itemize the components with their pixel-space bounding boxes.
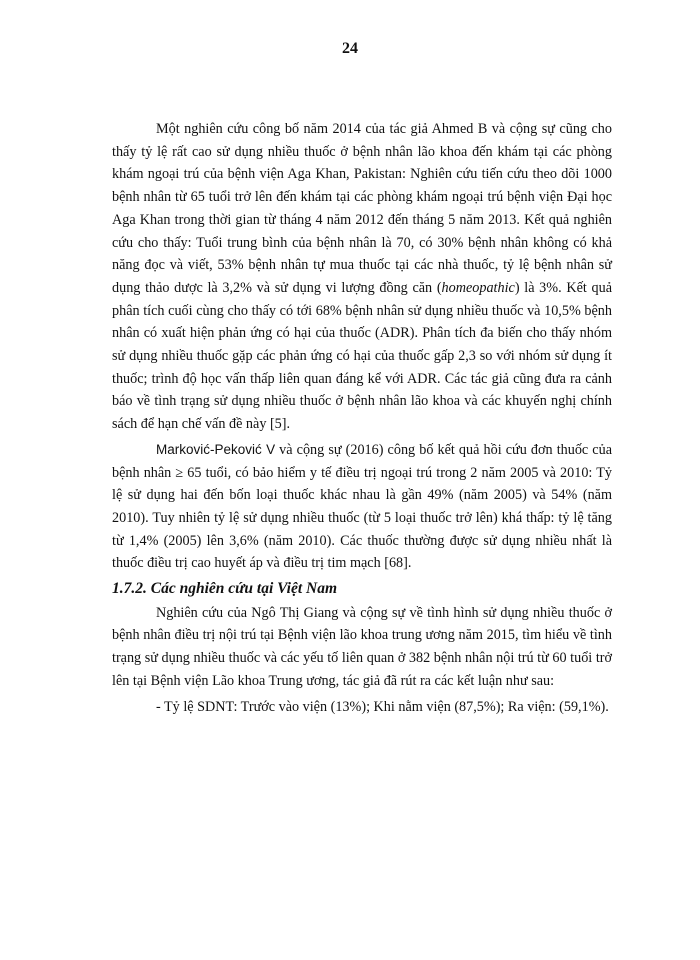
section-heading: 1.7.2. Các nghiên cứu tại Việt Nam	[112, 580, 338, 598]
body-text	[112, 118, 612, 718]
bullet-item: - Tỷ lệ SDNT: Trước vào viện (13%); Khi nằm viện (87,5%); Ra viện: (59,1%).	[156, 698, 609, 715]
paragraph-markovic-study	[112, 439, 612, 575]
paragraph-1-italic-term: homeopathic	[441, 279, 515, 296]
paragraph-1-text-b: ) là 3%. Kết quả phân tích cuối cùng cho thấy có tới 68% bệnh nhân sử dụng nhiều thuốc và 10,5% bệnh nhân có xuất hiện phản ứng có hại của thuốc (ADR). Phân tích đa biến cho thấy nhóm sử dụng nhiều thuốc gặp các phản ứng có hại của thuốc gấp 2,3 so với nhóm sử dụng ít thuốc; trình độ học vấn thấp liên quan đáng kể với ADR. Các tác giả cũng đưa ra cảnh báo về tình trạng sử dụng nhiều thuốc ở bệnh nhân lão khoa và các khuyến nghị chính sách để hạn chế vấn đề này [5].	[112, 279, 612, 433]
paragraph-vietnam-study: Nghiên cứu của Ngô Thị Giang và cộng sự về tình hình sử dụng nhiều thuốc ở bệnh nhân điều trị nội trú tại Bệnh viện lão khoa trung ương năm 2015, tìm hiểu về tình trạng sử dụng nhiều thuốc và các yếu tố liên quan ở 382 bệnh nhân nội trú từ 60 tuổi trở lên tại Bệnh viện Lão khoa Trung ương, tác giả đã rút ra các kết luận như sau:	[112, 604, 612, 689]
page-number: 24	[342, 40, 358, 57]
paragraph-2-text: và cộng sự (2016) công bố kết quả hồi cứu đơn thuốc của bệnh nhân ≥ 65 tuổi, có bảo hiểm y tế điều trị ngoại trú trong 2 năm 2005 và 2010: Tỷ lệ sử dụng hai đến bốn loại thuốc khác nhau là gần 49% (năm 2005) và 54% (năm 2010). Tuy nhiên tỷ lệ sử dụng nhiều thuốc (từ 5 loại thuốc trở lên) khá thấp: tỷ lệ tăng từ 1,4% (2005) lên 3,6% (năm 2010). Các thuốc thường được sử dụng nhiều nhất là thuốc điều trị cao huyết áp và điều trị tim mạch [68].	[112, 441, 612, 572]
paragraph-ahmed-study	[112, 118, 612, 436]
paragraph-2-author: Marković-Peković V	[156, 441, 276, 457]
paragraph-1-text-a: Một nghiên cứu công bố năm 2014 của tác giả Ahmed B và cộng sự cũng cho thấy tỷ lệ rất cao sử dụng nhiều thuốc ở bệnh nhân lão khoa đến khám tại các phòng khám ngoại trú của bệnh viện Aga Khan, Pakistan: Nghiên cứu tiến cứu theo dõi 1000 bệnh nhân từ 65 tuổi trở lên đến khám tại các phòng khám ngoại trú bệnh viện Đại học Aga Khan trong thời gian từ tháng 4 năm 2012 đến tháng 5 năm 2013. Kết quả nghiên cứu cho thấy: Tuổi trung bình của bệnh nhân là 70, có 30% bệnh nhân không có khả năng đọc và viết, 53% bệnh nhân tự mua thuốc tại các nhà thuốc, tỷ lệ bệnh nhân sử dụng thảo dược là 3,2% và sử dụng vi lượng đồng căn (	[112, 121, 612, 296]
